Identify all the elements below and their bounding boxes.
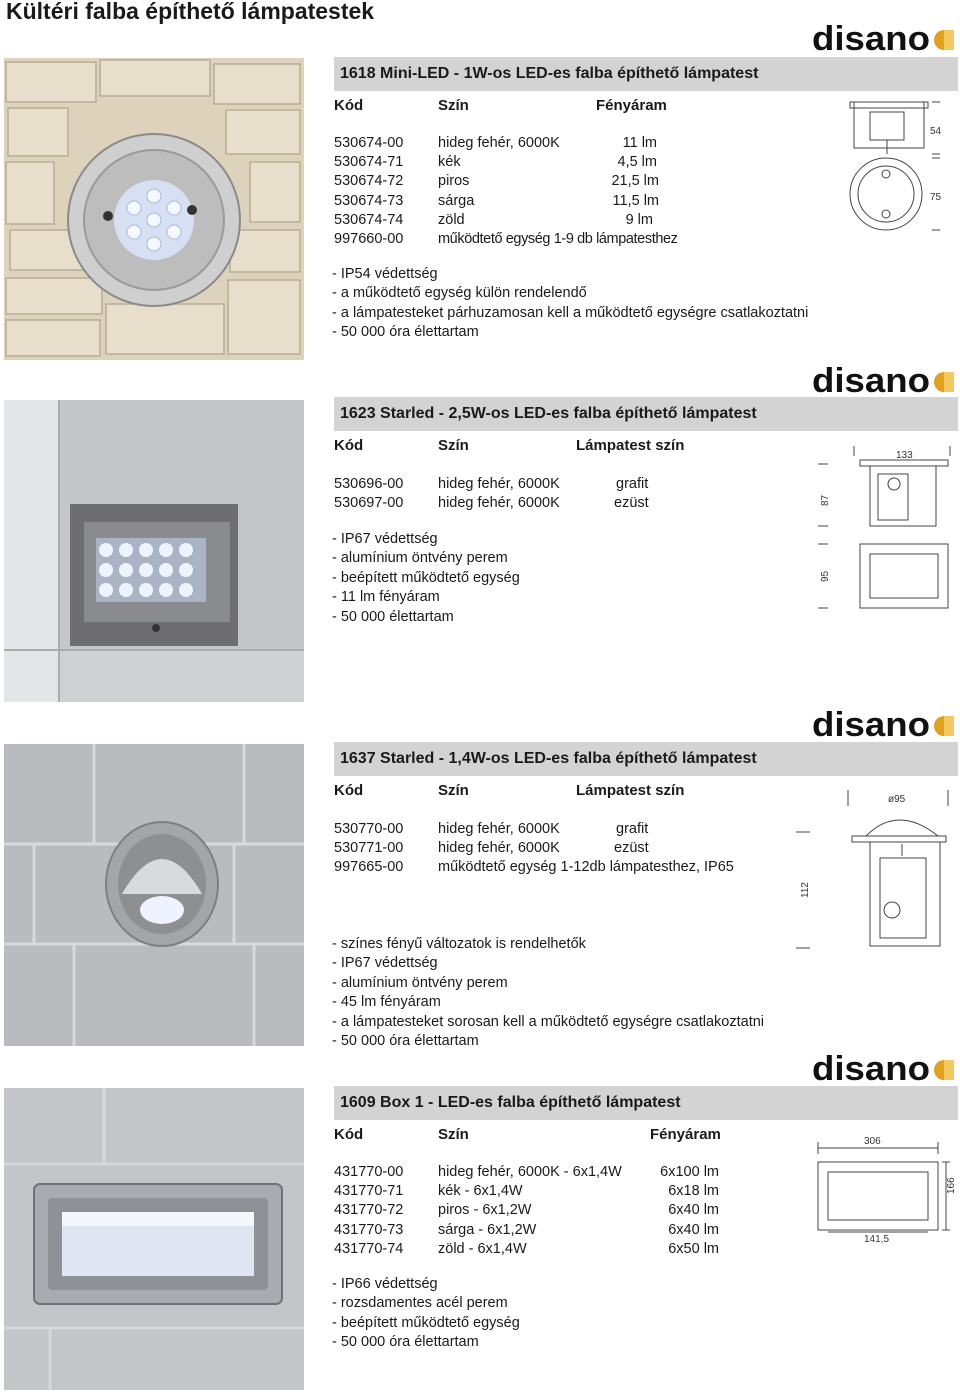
column-header-code: Kód bbox=[334, 97, 364, 114]
disano-logo bbox=[812, 22, 956, 54]
feature-item: - színes fényű változatok is rendelhetők bbox=[332, 936, 586, 952]
feature-item: - 11 lm fényáram bbox=[332, 589, 440, 606]
feature-item: - 50 000 óra élettartam bbox=[332, 324, 479, 341]
disano-logo bbox=[812, 364, 956, 396]
column-header-flux: Fényáram bbox=[596, 97, 667, 114]
feature-item: - 50 000 élettartam bbox=[332, 608, 454, 625]
dimension-label: 166 bbox=[946, 1177, 957, 1194]
feature-list-1637 bbox=[332, 936, 764, 1052]
column-header-code: Kód bbox=[334, 782, 364, 799]
column-header-color: Szín bbox=[438, 1126, 469, 1143]
svg-text:disano: disano bbox=[812, 708, 930, 740]
feature-item: - beépített működtető egység bbox=[332, 1314, 520, 1331]
technical-drawing-1637 bbox=[792, 784, 958, 960]
feature-item: - alumínium öntvény perem bbox=[332, 550, 508, 567]
feature-list-1623 bbox=[332, 531, 520, 628]
dimension-label: 306 bbox=[864, 1136, 881, 1147]
feature-item: - beépített működtető egység bbox=[332, 569, 520, 586]
column-header-housing-color: Lámpatest szín bbox=[576, 782, 685, 799]
dimension-label: ø95 bbox=[888, 794, 906, 805]
feature-item: - 50 000 óra élettartam bbox=[332, 1032, 479, 1049]
column-header-flux: Fényáram bbox=[650, 1126, 721, 1143]
svg-text:disano: disano bbox=[812, 22, 930, 54]
feature-item: - a lámpatesteket sorosan kell a működtető egységre csatlakoztatni bbox=[332, 1013, 765, 1030]
feature-item: - 45 lm fényáram bbox=[332, 994, 441, 1011]
feature-item: - a lámpatesteket párhuzamosan kell a működtető egységre csatlakoztatni bbox=[332, 304, 809, 321]
column-header-code: Kód bbox=[334, 1126, 364, 1143]
product-title-1609: 1609 Box 1 - LED-es falba építhető lámpatest bbox=[334, 1086, 958, 1120]
feature-item: - alumínium öntvény perem bbox=[332, 974, 508, 991]
product-photo-1637 bbox=[4, 744, 304, 1046]
product-title-1618: 1618 Mini-LED - 1W-os LED-es falba építhető lámpatest bbox=[334, 57, 958, 91]
technical-drawing-1623 bbox=[814, 440, 958, 620]
dimension-label: 54 bbox=[930, 126, 942, 137]
svg-text:disano: disano bbox=[812, 364, 930, 396]
product-photo-1609 bbox=[4, 1088, 304, 1390]
column-header-code: Kód bbox=[334, 437, 364, 454]
dimension-label: 133 bbox=[896, 450, 913, 461]
feature-item: - 50 000 óra élettartam bbox=[332, 1334, 479, 1351]
dimension-label: 95 bbox=[820, 570, 831, 582]
column-header-color: Szín bbox=[438, 437, 469, 454]
feature-list-1609 bbox=[332, 1276, 520, 1354]
feature-item: - IP67 védettség bbox=[332, 955, 438, 972]
column-header-color: Szín bbox=[438, 97, 469, 114]
disano-logo bbox=[812, 708, 956, 740]
technical-drawing-1609 bbox=[812, 1128, 958, 1244]
dimension-label: 87 bbox=[820, 494, 831, 506]
feature-item: - rozsdamentes acél perem bbox=[332, 1295, 508, 1312]
column-header-color: Szín bbox=[438, 782, 469, 799]
product-title-1637: 1637 Starled - 1,4W-os LED-es falba építhető lámpatest bbox=[334, 742, 958, 776]
product-photo-1618 bbox=[4, 58, 304, 360]
feature-item: - IP66 védettség bbox=[332, 1276, 438, 1292]
feature-item: - IP67 védettség bbox=[332, 531, 438, 547]
product-title-1623: 1623 Starled - 2,5W-os LED-es falba építhető lámpatest bbox=[334, 397, 958, 431]
svg-text:disano: disano bbox=[812, 1052, 930, 1084]
technical-drawing-1618 bbox=[844, 94, 958, 244]
disano-logo bbox=[812, 1052, 956, 1084]
feature-item: - a működtető egység külön rendelendő bbox=[332, 285, 587, 302]
dimension-label: 141,5 bbox=[864, 1234, 890, 1244]
product-photo-1623 bbox=[4, 400, 304, 702]
dimension-label: 75 bbox=[930, 192, 942, 203]
page-title: Kültéri falba építhető lámpatestek bbox=[6, 0, 375, 24]
feature-item: - IP54 védettség bbox=[332, 266, 438, 282]
column-header-housing-color: Lámpatest szín bbox=[576, 437, 685, 454]
dimension-label: 112 bbox=[800, 882, 811, 898]
feature-list-1618 bbox=[332, 266, 808, 344]
